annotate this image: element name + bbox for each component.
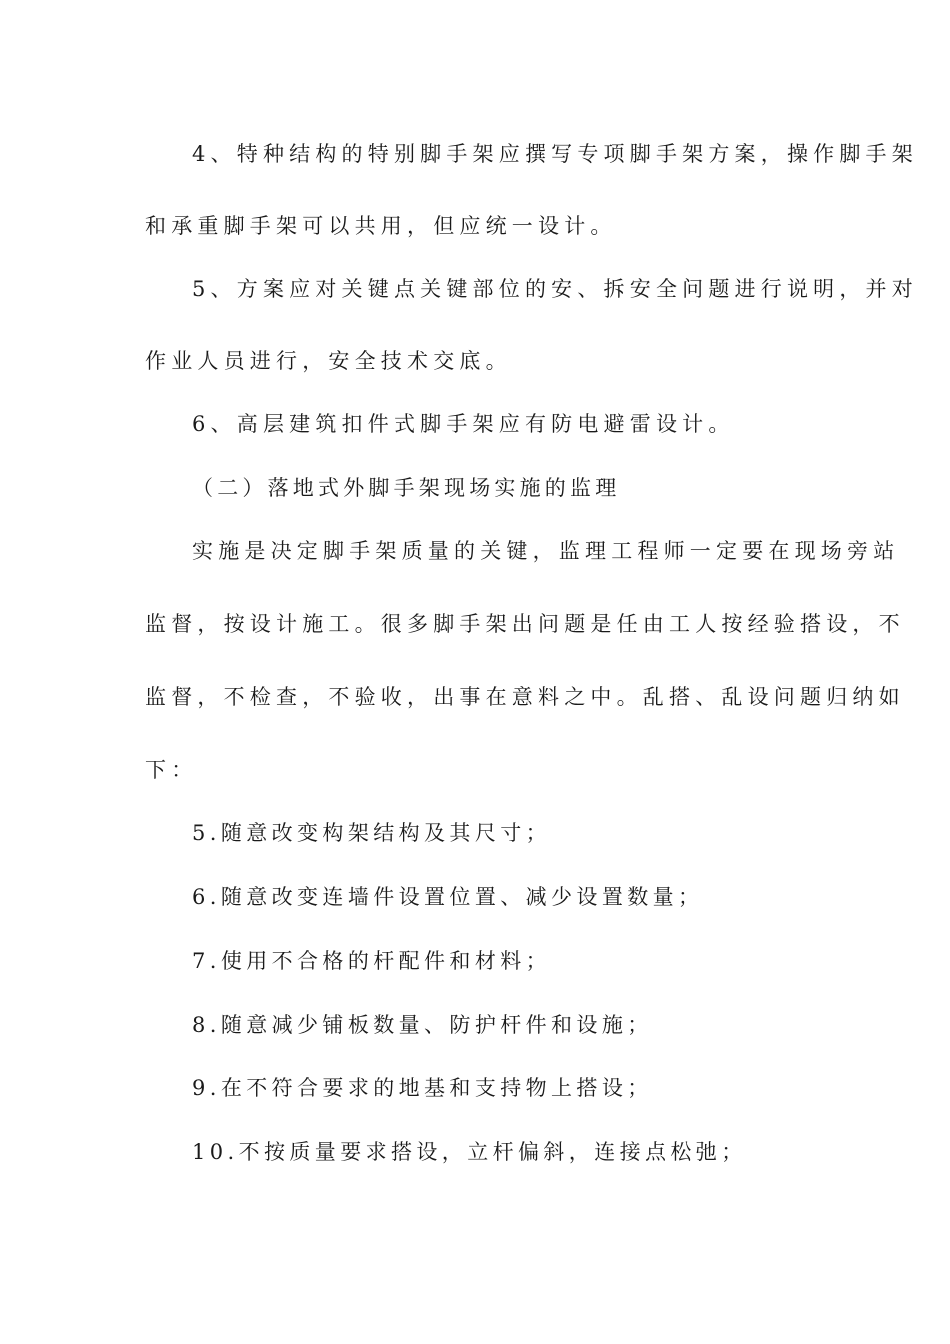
list-item: 7.使用不合格的杆配件和材料； xyxy=(192,949,552,973)
paragraph-5-line-2: 作业人员进行，安全技术交底。 xyxy=(145,349,512,373)
body-paragraph-line-3: 监督，不检查，不验收，出事在意料之中。乱搭、乱设问题归纳如 xyxy=(145,685,905,709)
body-paragraph-line-1: 实施是决定脚手架质量的关键，监理工程师一定要在现场旁站 xyxy=(192,539,900,563)
list-item: 8.随意减少铺板数量、防护杆件和设施； xyxy=(192,1013,653,1037)
paragraph-5-line-1: 5、方案应对关键点关键部位的安、拆安全问题进行说明，并对 xyxy=(192,277,918,301)
list-item: 5.随意改变构架结构及其尺寸； xyxy=(192,821,552,845)
paragraph-4-line-1: 4、特种结构的特别脚手架应撰写专项脚手架方案，操作脚手架 xyxy=(192,142,918,166)
paragraph-4-line-2: 和承重脚手架可以共用，但应统一设计。 xyxy=(145,214,617,238)
paragraph-6: 6、高层建筑扣件式脚手架应有防电避雷设计。 xyxy=(192,412,735,436)
list-item: 10.不按质量要求搭设，立杆偏斜，连接点松弛； xyxy=(192,1140,747,1164)
body-paragraph-line-4: 下： xyxy=(145,758,198,782)
list-item: 9.在不符合要求的地基和支持物上搭设； xyxy=(192,1076,653,1100)
list-item: 6.随意改变连墙件设置位置、减少设置数量； xyxy=(192,885,704,909)
section-heading: （二）落地式外脚手架现场实施的监理 xyxy=(192,476,621,500)
body-paragraph-line-2: 监督，按设计施工。很多脚手架出问题是任由工人按经验搭设，不 xyxy=(145,612,905,636)
